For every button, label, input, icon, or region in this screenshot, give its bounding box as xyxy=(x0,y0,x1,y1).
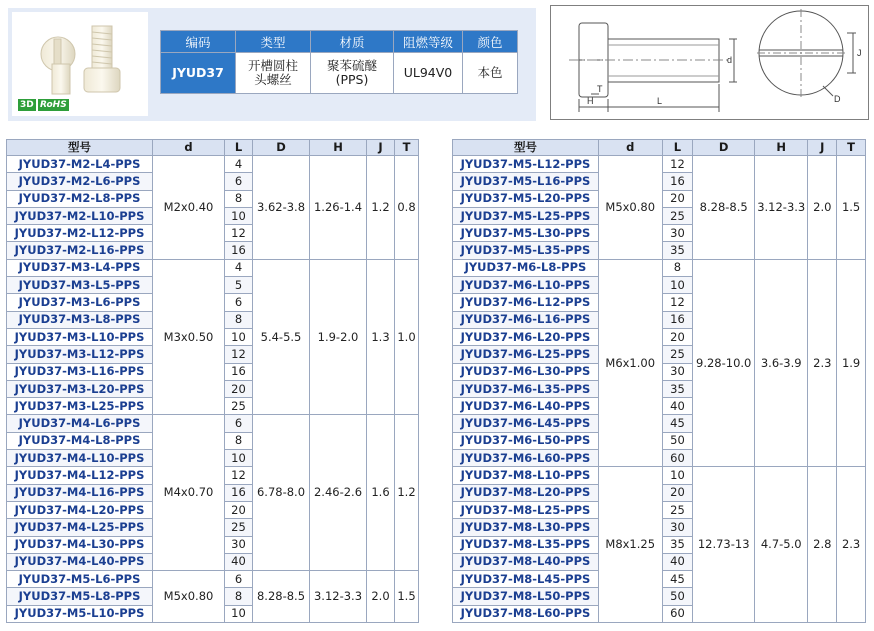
model-cell: JYUD37-M2-L12-PPS xyxy=(7,225,153,242)
length-cell: 12 xyxy=(225,346,253,363)
length-cell: 45 xyxy=(662,571,693,588)
header-j: J xyxy=(367,140,395,156)
length-cell: 35 xyxy=(662,380,693,397)
head-height-cell: 1.26-1.4 xyxy=(310,156,367,260)
slot-width-cell: 2.3 xyxy=(837,467,866,623)
model-cell: JYUD37-M8-L40-PPS xyxy=(453,553,599,570)
header-h: H xyxy=(310,140,367,156)
length-cell: 20 xyxy=(662,484,693,501)
length-cell: 25 xyxy=(662,501,693,518)
drawing-label-j: J xyxy=(857,48,862,58)
length-cell: 35 xyxy=(662,242,693,259)
length-cell: 8 xyxy=(225,190,253,207)
drawing-label-d-large: D xyxy=(834,94,841,104)
model-cell: JYUD37-M3-L8-PPS xyxy=(7,311,153,328)
header-l: L xyxy=(662,140,693,156)
drawing-label-d-small: d xyxy=(727,55,733,65)
slot-width-cell: 1.9 xyxy=(837,259,866,467)
model-cell: JYUD37-M6-L60-PPS xyxy=(453,450,599,467)
header-model: 型号 xyxy=(7,140,153,156)
slot-width-cell: 0.8 xyxy=(395,156,419,260)
length-cell: 40 xyxy=(225,553,253,570)
slot-depth-cell: 1.3 xyxy=(367,259,395,415)
header-head-diameter: D xyxy=(693,140,755,156)
length-cell: 16 xyxy=(662,311,693,328)
length-cell: 30 xyxy=(662,363,693,380)
model-cell: JYUD37-M8-L60-PPS xyxy=(453,605,599,622)
slot-depth-cell: 2.0 xyxy=(808,156,837,260)
model-cell: JYUD37-M5-L16-PPS xyxy=(453,173,599,190)
model-cell: JYUD37-M6-L25-PPS xyxy=(453,346,599,363)
technical-drawing xyxy=(550,5,869,120)
head-height-cell: 3.12-3.3 xyxy=(755,156,808,260)
length-cell: 25 xyxy=(225,398,253,415)
length-cell: 25 xyxy=(662,346,693,363)
model-cell: JYUD37-M8-L45-PPS xyxy=(453,571,599,588)
model-cell: JYUD37-M5-L25-PPS xyxy=(453,207,599,224)
model-cell: JYUD37-M2-L16-PPS xyxy=(7,242,153,259)
length-cell: 6 xyxy=(225,571,253,588)
table-row xyxy=(7,156,419,173)
spec-flame-rating: UL94V0 xyxy=(394,53,463,94)
spec-type xyxy=(236,53,311,94)
model-cell: JYUD37-M4-L30-PPS xyxy=(7,536,153,553)
head-diameter-cell: 3.62-3.8 xyxy=(253,156,310,260)
table-row xyxy=(453,467,866,484)
model-cell: JYUD37-M6-L45-PPS xyxy=(453,415,599,432)
model-cell: JYUD37-M2-L8-PPS xyxy=(7,190,153,207)
table-row xyxy=(7,571,419,588)
length-cell: 16 xyxy=(225,242,253,259)
length-cell: 10 xyxy=(662,277,693,294)
model-cell: JYUD37-M5-L35-PPS xyxy=(453,242,599,259)
drawing-label-h: H xyxy=(587,96,594,106)
model-cell: JYUD37-M6-L16-PPS xyxy=(453,311,599,328)
head-diameter-cell: 6.78-8.0 xyxy=(253,415,310,571)
model-cell: JYUD37-M3-L25-PPS xyxy=(7,398,153,415)
length-cell: 8 xyxy=(225,432,253,449)
3d-badge: 3D xyxy=(20,100,34,110)
model-cell: JYUD37-M4-L20-PPS xyxy=(7,501,153,518)
right-dimension-table xyxy=(452,139,866,623)
length-cell: 4 xyxy=(225,156,253,173)
model-cell: JYUD37-M5-L6-PPS xyxy=(7,571,153,588)
model-cell: JYUD37-M6-L35-PPS xyxy=(453,380,599,397)
length-cell: 30 xyxy=(662,519,693,536)
head-height-cell: 3.6-3.9 xyxy=(755,259,808,467)
model-cell: JYUD37-M2-L4-PPS xyxy=(7,156,153,173)
head-height-cell: 4.7-5.0 xyxy=(755,467,808,623)
left-table-header xyxy=(7,140,419,156)
spec-code: JYUD37 xyxy=(161,53,236,94)
model-cell: JYUD37-M5-L30-PPS xyxy=(453,225,599,242)
model-cell: JYUD37-M4-L40-PPS xyxy=(7,553,153,570)
header-t: T xyxy=(837,140,866,156)
model-cell: JYUD37-M4-L8-PPS xyxy=(7,432,153,449)
head-height-cell: 3.12-3.3 xyxy=(310,571,367,623)
slot-width-cell: 1.2 xyxy=(395,415,419,571)
spec-material-text: 聚苯硫醚(PPS) xyxy=(326,58,377,87)
length-cell: 25 xyxy=(662,207,693,224)
model-cell: JYUD37-M5-L8-PPS xyxy=(7,588,153,605)
length-cell: 12 xyxy=(225,225,253,242)
spec-header-type: 类型 xyxy=(236,31,311,53)
length-cell: 45 xyxy=(662,415,693,432)
table-row xyxy=(453,156,866,173)
head-diameter-cell: 8.28-8.5 xyxy=(253,571,310,623)
header-d: d xyxy=(153,140,225,156)
model-cell: JYUD37-M8-L25-PPS xyxy=(453,501,599,518)
model-cell: JYUD37-M8-L30-PPS xyxy=(453,519,599,536)
table-row xyxy=(7,415,419,432)
model-cell: JYUD37-M4-L10-PPS xyxy=(7,450,153,467)
length-cell: 20 xyxy=(225,501,253,518)
rohs-badge: RoHS xyxy=(40,100,67,110)
length-cell: 16 xyxy=(662,173,693,190)
slot-width-cell: 1.5 xyxy=(837,156,866,260)
screw-dimension-drawing xyxy=(551,6,868,119)
length-cell: 30 xyxy=(225,536,253,553)
spec-header-code: 编码 xyxy=(161,31,236,53)
model-cell: JYUD37-M5-L10-PPS xyxy=(7,605,153,622)
head-diameter-cell: 5.4-5.5 xyxy=(253,259,310,415)
length-cell: 35 xyxy=(662,536,693,553)
length-cell: 20 xyxy=(662,190,693,207)
model-cell: JYUD37-M5-L20-PPS xyxy=(453,190,599,207)
length-cell: 6 xyxy=(225,294,253,311)
spec-header-color: 颜色 xyxy=(463,31,518,53)
model-cell: JYUD37-M8-L35-PPS xyxy=(453,536,599,553)
model-cell: JYUD37-M3-L6-PPS xyxy=(7,294,153,311)
length-cell: 16 xyxy=(225,484,253,501)
model-cell: JYUD37-M2-L10-PPS xyxy=(7,207,153,224)
thread-size-cell: M4x0.70 xyxy=(153,415,225,571)
product-photo xyxy=(12,12,148,116)
head-diameter-cell: 9.28-10.0 xyxy=(693,259,755,467)
model-cell: JYUD37-M4-L16-PPS xyxy=(7,484,153,501)
length-cell: 50 xyxy=(662,432,693,449)
head-diameter-cell: 12.73-13 xyxy=(693,467,755,623)
model-cell: JYUD37-M6-L10-PPS xyxy=(453,277,599,294)
table-row xyxy=(7,259,419,276)
spec-color: 本色 xyxy=(463,53,518,94)
thread-size-cell: M2x0.40 xyxy=(153,156,225,260)
model-cell: JYUD37-M3-L4-PPS xyxy=(7,259,153,276)
model-cell: JYUD37-M8-L20-PPS xyxy=(453,484,599,501)
slot-width-cell: 1.0 xyxy=(395,259,419,415)
length-cell: 8 xyxy=(225,588,253,605)
head-diameter-cell: 8.28-8.5 xyxy=(693,156,755,260)
thread-size-cell: M5x0.80 xyxy=(153,571,225,623)
length-cell: 25 xyxy=(225,519,253,536)
spec-header-flame: 阻燃等级 xyxy=(394,31,463,53)
header-h: H xyxy=(755,140,808,156)
head-height-cell: 1.9-2.0 xyxy=(310,259,367,415)
model-cell: JYUD37-M6-L20-PPS xyxy=(453,328,599,345)
header-l: L xyxy=(225,140,253,156)
slot-depth-cell: 1.6 xyxy=(367,415,395,571)
model-cell: JYUD37-M8-L50-PPS xyxy=(453,588,599,605)
length-cell: 6 xyxy=(225,415,253,432)
length-cell: 10 xyxy=(225,207,253,224)
model-cell: JYUD37-M4-L25-PPS xyxy=(7,519,153,536)
length-cell: 10 xyxy=(225,605,253,622)
model-cell: JYUD37-M8-L10-PPS xyxy=(453,467,599,484)
length-cell: 10 xyxy=(662,467,693,484)
slot-depth-cell: 1.2 xyxy=(367,156,395,260)
slot-depth-cell: 2.3 xyxy=(808,259,837,467)
length-cell: 5 xyxy=(225,277,253,294)
model-cell: JYUD37-M4-L12-PPS xyxy=(7,467,153,484)
length-cell: 60 xyxy=(662,605,693,622)
slot-depth-cell: 2.8 xyxy=(808,467,837,623)
header-j: J xyxy=(808,140,837,156)
model-cell: JYUD37-M2-L6-PPS xyxy=(7,173,153,190)
spec-table xyxy=(160,30,518,94)
model-cell: JYUD37-M3-L10-PPS xyxy=(7,328,153,345)
spec-header-material: 材质 xyxy=(311,31,394,53)
model-cell: JYUD37-M6-L50-PPS xyxy=(453,432,599,449)
spec-material xyxy=(311,53,394,94)
head-height-cell: 2.46-2.6 xyxy=(310,415,367,571)
model-cell: JYUD37-M4-L6-PPS xyxy=(7,415,153,432)
length-cell: 12 xyxy=(662,294,693,311)
model-cell: JYUD37-M6-L40-PPS xyxy=(453,398,599,415)
length-cell: 12 xyxy=(225,467,253,484)
length-cell: 10 xyxy=(225,328,253,345)
left-dimension-table xyxy=(6,139,419,623)
model-cell: JYUD37-M6-L12-PPS xyxy=(453,294,599,311)
length-cell: 20 xyxy=(662,328,693,345)
length-cell: 8 xyxy=(662,259,693,276)
length-cell: 40 xyxy=(662,553,693,570)
header-model: 型号 xyxy=(453,140,599,156)
thread-size-cell: M3x0.50 xyxy=(153,259,225,415)
thread-size-cell: M6x1.00 xyxy=(598,259,662,467)
length-cell: 4 xyxy=(225,259,253,276)
length-cell: 8 xyxy=(225,311,253,328)
thread-size-cell: M5x0.80 xyxy=(598,156,662,260)
model-cell: JYUD37-M3-L12-PPS xyxy=(7,346,153,363)
length-cell: 10 xyxy=(225,450,253,467)
header-head-diameter: D xyxy=(253,140,310,156)
drawing-label-l: L xyxy=(657,96,663,106)
length-cell: 60 xyxy=(662,450,693,467)
table-row xyxy=(453,259,866,276)
model-cell: JYUD37-M3-L20-PPS xyxy=(7,380,153,397)
length-cell: 30 xyxy=(662,225,693,242)
right-table-header xyxy=(453,140,866,156)
drawing-label-t: T xyxy=(597,84,603,94)
length-cell: 12 xyxy=(662,156,693,173)
length-cell: 16 xyxy=(225,363,253,380)
slot-depth-cell: 2.0 xyxy=(367,571,395,623)
spec-type-text: 开槽圆柱头螺丝 xyxy=(247,58,298,87)
slot-width-cell: 1.5 xyxy=(395,571,419,623)
length-cell: 50 xyxy=(662,588,693,605)
length-cell: 40 xyxy=(662,398,693,415)
model-cell: JYUD37-M6-L30-PPS xyxy=(453,363,599,380)
header-t: T xyxy=(395,140,419,156)
model-cell: JYUD37-M3-L16-PPS xyxy=(7,363,153,380)
model-cell: JYUD37-M6-L8-PPS xyxy=(453,259,599,276)
length-cell: 20 xyxy=(225,380,253,397)
model-cell: JYUD37-M5-L12-PPS xyxy=(453,156,599,173)
header-d: d xyxy=(598,140,662,156)
length-cell: 6 xyxy=(225,173,253,190)
model-cell: JYUD37-M3-L5-PPS xyxy=(7,277,153,294)
thread-size-cell: M8x1.25 xyxy=(598,467,662,623)
